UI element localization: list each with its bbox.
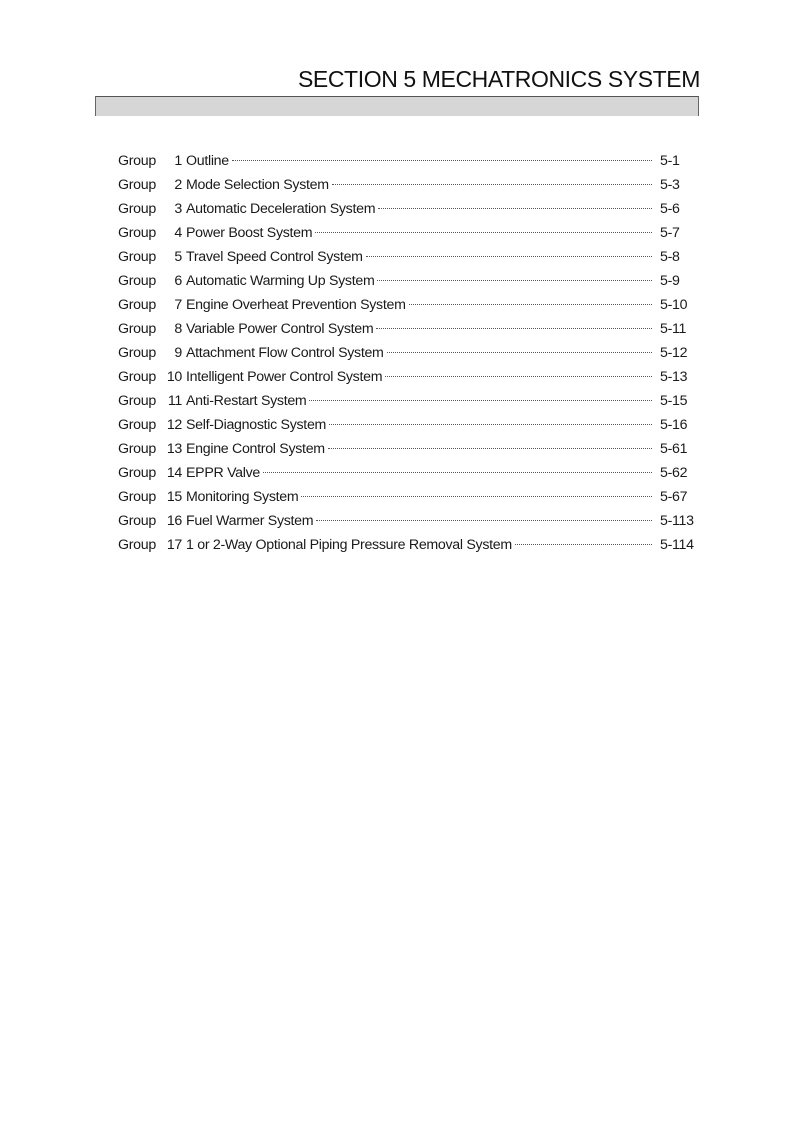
toc-group-label: Group 4 — [118, 222, 182, 244]
dot-leader — [385, 376, 652, 377]
toc-group-number: 9 — [174, 345, 182, 361]
toc-row-group-10[interactable] — [118, 366, 702, 390]
toc-group-number: 15 — [166, 489, 182, 505]
toc-page-number[interactable]: 5-61 — [660, 441, 688, 457]
toc-entry-title[interactable]: 1 or 2-Way Optional Piping Pressure Removal System — [186, 537, 512, 553]
toc-entry-title[interactable]: Fuel Warmer System — [186, 513, 314, 529]
toc-row-group-2[interactable] — [118, 174, 702, 198]
toc-group-label: Group 6 — [118, 270, 182, 292]
toc-group-number: 5 — [174, 249, 182, 265]
toc-page-number[interactable]: 5-3 — [660, 177, 680, 193]
toc-row-group-13[interactable] — [118, 438, 702, 462]
toc-page-number[interactable]: 5-13 — [660, 369, 688, 385]
dot-leader — [328, 448, 652, 449]
toc-group-label: Group 1 — [118, 150, 182, 172]
toc-entry-title[interactable]: Engine Control System — [186, 441, 325, 457]
toc-row-group-11[interactable] — [118, 390, 702, 414]
toc-group-label: Group 16 — [118, 510, 182, 532]
toc-page-number[interactable]: 5-16 — [660, 417, 688, 433]
toc-row-group-6[interactable] — [118, 270, 702, 294]
toc-row-group-9[interactable] — [118, 342, 702, 366]
dot-leader — [309, 400, 652, 401]
toc-entry-title[interactable]: Automatic Deceleration System — [186, 201, 376, 217]
toc-group-number: 11 — [167, 393, 182, 409]
toc-group-number: 14 — [166, 465, 182, 481]
title-bar — [95, 96, 699, 116]
toc-entry-title[interactable]: Power Boost System — [186, 225, 313, 241]
toc-entry-title[interactable]: Anti-Restart System — [186, 393, 307, 409]
toc-entry-title[interactable]: Intelligent Power Control System — [186, 369, 383, 385]
dot-leader — [316, 520, 652, 521]
dot-leader — [377, 280, 652, 281]
dot-leader — [332, 184, 652, 185]
toc-group-number: 2 — [174, 177, 182, 193]
toc-row-group-16[interactable] — [118, 510, 702, 534]
toc-group-label: Group 3 — [118, 198, 182, 220]
toc-group-number: 4 — [174, 225, 182, 241]
toc-page-number[interactable]: 5-62 — [660, 465, 688, 481]
toc-row-group-14[interactable] — [118, 462, 702, 486]
toc-page-number[interactable]: 5-10 — [660, 297, 688, 313]
toc-entry-title[interactable]: Travel Speed Control System — [186, 249, 363, 265]
toc-group-number: 17 — [166, 537, 182, 553]
toc-page-number[interactable]: 5-15 — [660, 393, 688, 409]
toc-row-group-17[interactable] — [118, 534, 702, 558]
toc-group-label: Group 14 — [118, 462, 182, 484]
toc-group-number: 10 — [166, 369, 182, 385]
toc-entry-title[interactable]: Monitoring System — [186, 489, 299, 505]
toc-group-number: 7 — [174, 297, 182, 313]
toc-page-number[interactable]: 5-8 — [660, 249, 680, 265]
toc-group-label: Group 10 — [118, 366, 182, 388]
dot-leader — [409, 304, 652, 305]
dot-leader — [376, 328, 652, 329]
toc-row-group-3[interactable] — [118, 198, 702, 222]
toc-page-number[interactable]: 5-67 — [660, 489, 688, 505]
toc-group-number: 12 — [166, 417, 182, 433]
toc-group-number: 3 — [174, 201, 182, 217]
toc-page-number[interactable]: 5-9 — [660, 273, 680, 289]
toc-group-number: 13 — [166, 441, 182, 457]
dot-leader — [232, 160, 652, 161]
toc-row-group-5[interactable] — [118, 246, 702, 270]
dot-leader — [387, 352, 652, 353]
toc-entry-title[interactable]: Self-Diagnostic System — [186, 417, 327, 433]
toc-row-group-7[interactable] — [118, 294, 702, 318]
dot-leader — [378, 208, 652, 209]
toc-entry-title[interactable]: EPPR Valve — [186, 465, 261, 481]
toc-group-label: Group 2 — [118, 174, 182, 196]
toc-page-number[interactable]: 5-113 — [660, 513, 694, 529]
toc-group-number: 1 — [174, 153, 182, 169]
toc-page-number[interactable]: 5-6 — [660, 201, 680, 217]
toc-row-group-12[interactable] — [118, 414, 702, 438]
toc-group-label: Group 15 — [118, 486, 182, 508]
dot-leader — [263, 472, 652, 473]
toc-row-group-15[interactable] — [118, 486, 702, 510]
dot-leader — [515, 544, 652, 545]
toc-page-number[interactable]: 5-7 — [660, 225, 680, 241]
toc-page-number[interactable]: 5-12 — [660, 345, 688, 361]
toc-group-label: Group 11 — [118, 390, 182, 412]
toc-group-label: Group 7 — [118, 294, 182, 316]
toc-row-group-8[interactable] — [118, 318, 702, 342]
toc-page-number[interactable]: 5-11 — [660, 321, 687, 337]
section-title: SECTION 5 MECHATRONICS SYSTEM — [297, 66, 700, 92]
toc-group-label: Group 8 — [118, 318, 182, 340]
toc-group-label: Group 5 — [118, 246, 182, 268]
toc-page-number[interactable]: 5-1 — [660, 153, 680, 169]
toc-group-number: 8 — [174, 321, 182, 337]
dot-leader — [315, 232, 652, 233]
toc-row-group-1[interactable] — [118, 150, 702, 174]
toc-group-label: Group 12 — [118, 414, 182, 436]
dot-leader — [329, 424, 652, 425]
dot-leader — [301, 496, 652, 497]
toc-entry-title[interactable]: Outline — [186, 153, 229, 169]
toc-group-label: Group 13 — [118, 438, 182, 460]
toc-entry-title[interactable]: Engine Overheat Prevention System — [186, 297, 406, 313]
table-of-contents — [118, 150, 702, 558]
toc-entry-title[interactable]: Mode Selection System — [186, 177, 329, 193]
toc-group-number: 6 — [174, 273, 182, 289]
toc-entry-title[interactable]: Variable Power Control System — [186, 321, 374, 337]
toc-page-number[interactable]: 5-114 — [660, 537, 694, 553]
dot-leader — [366, 256, 652, 257]
toc-group-label: Group 9 — [118, 342, 182, 364]
toc-group-label: Group 17 — [118, 534, 182, 556]
toc-entry-title[interactable]: Attachment Flow Control System — [186, 345, 384, 361]
toc-group-number: 16 — [166, 513, 182, 529]
toc-row-group-4[interactable] — [118, 222, 702, 246]
toc-entry-title[interactable]: Automatic Warming Up System — [186, 273, 375, 289]
